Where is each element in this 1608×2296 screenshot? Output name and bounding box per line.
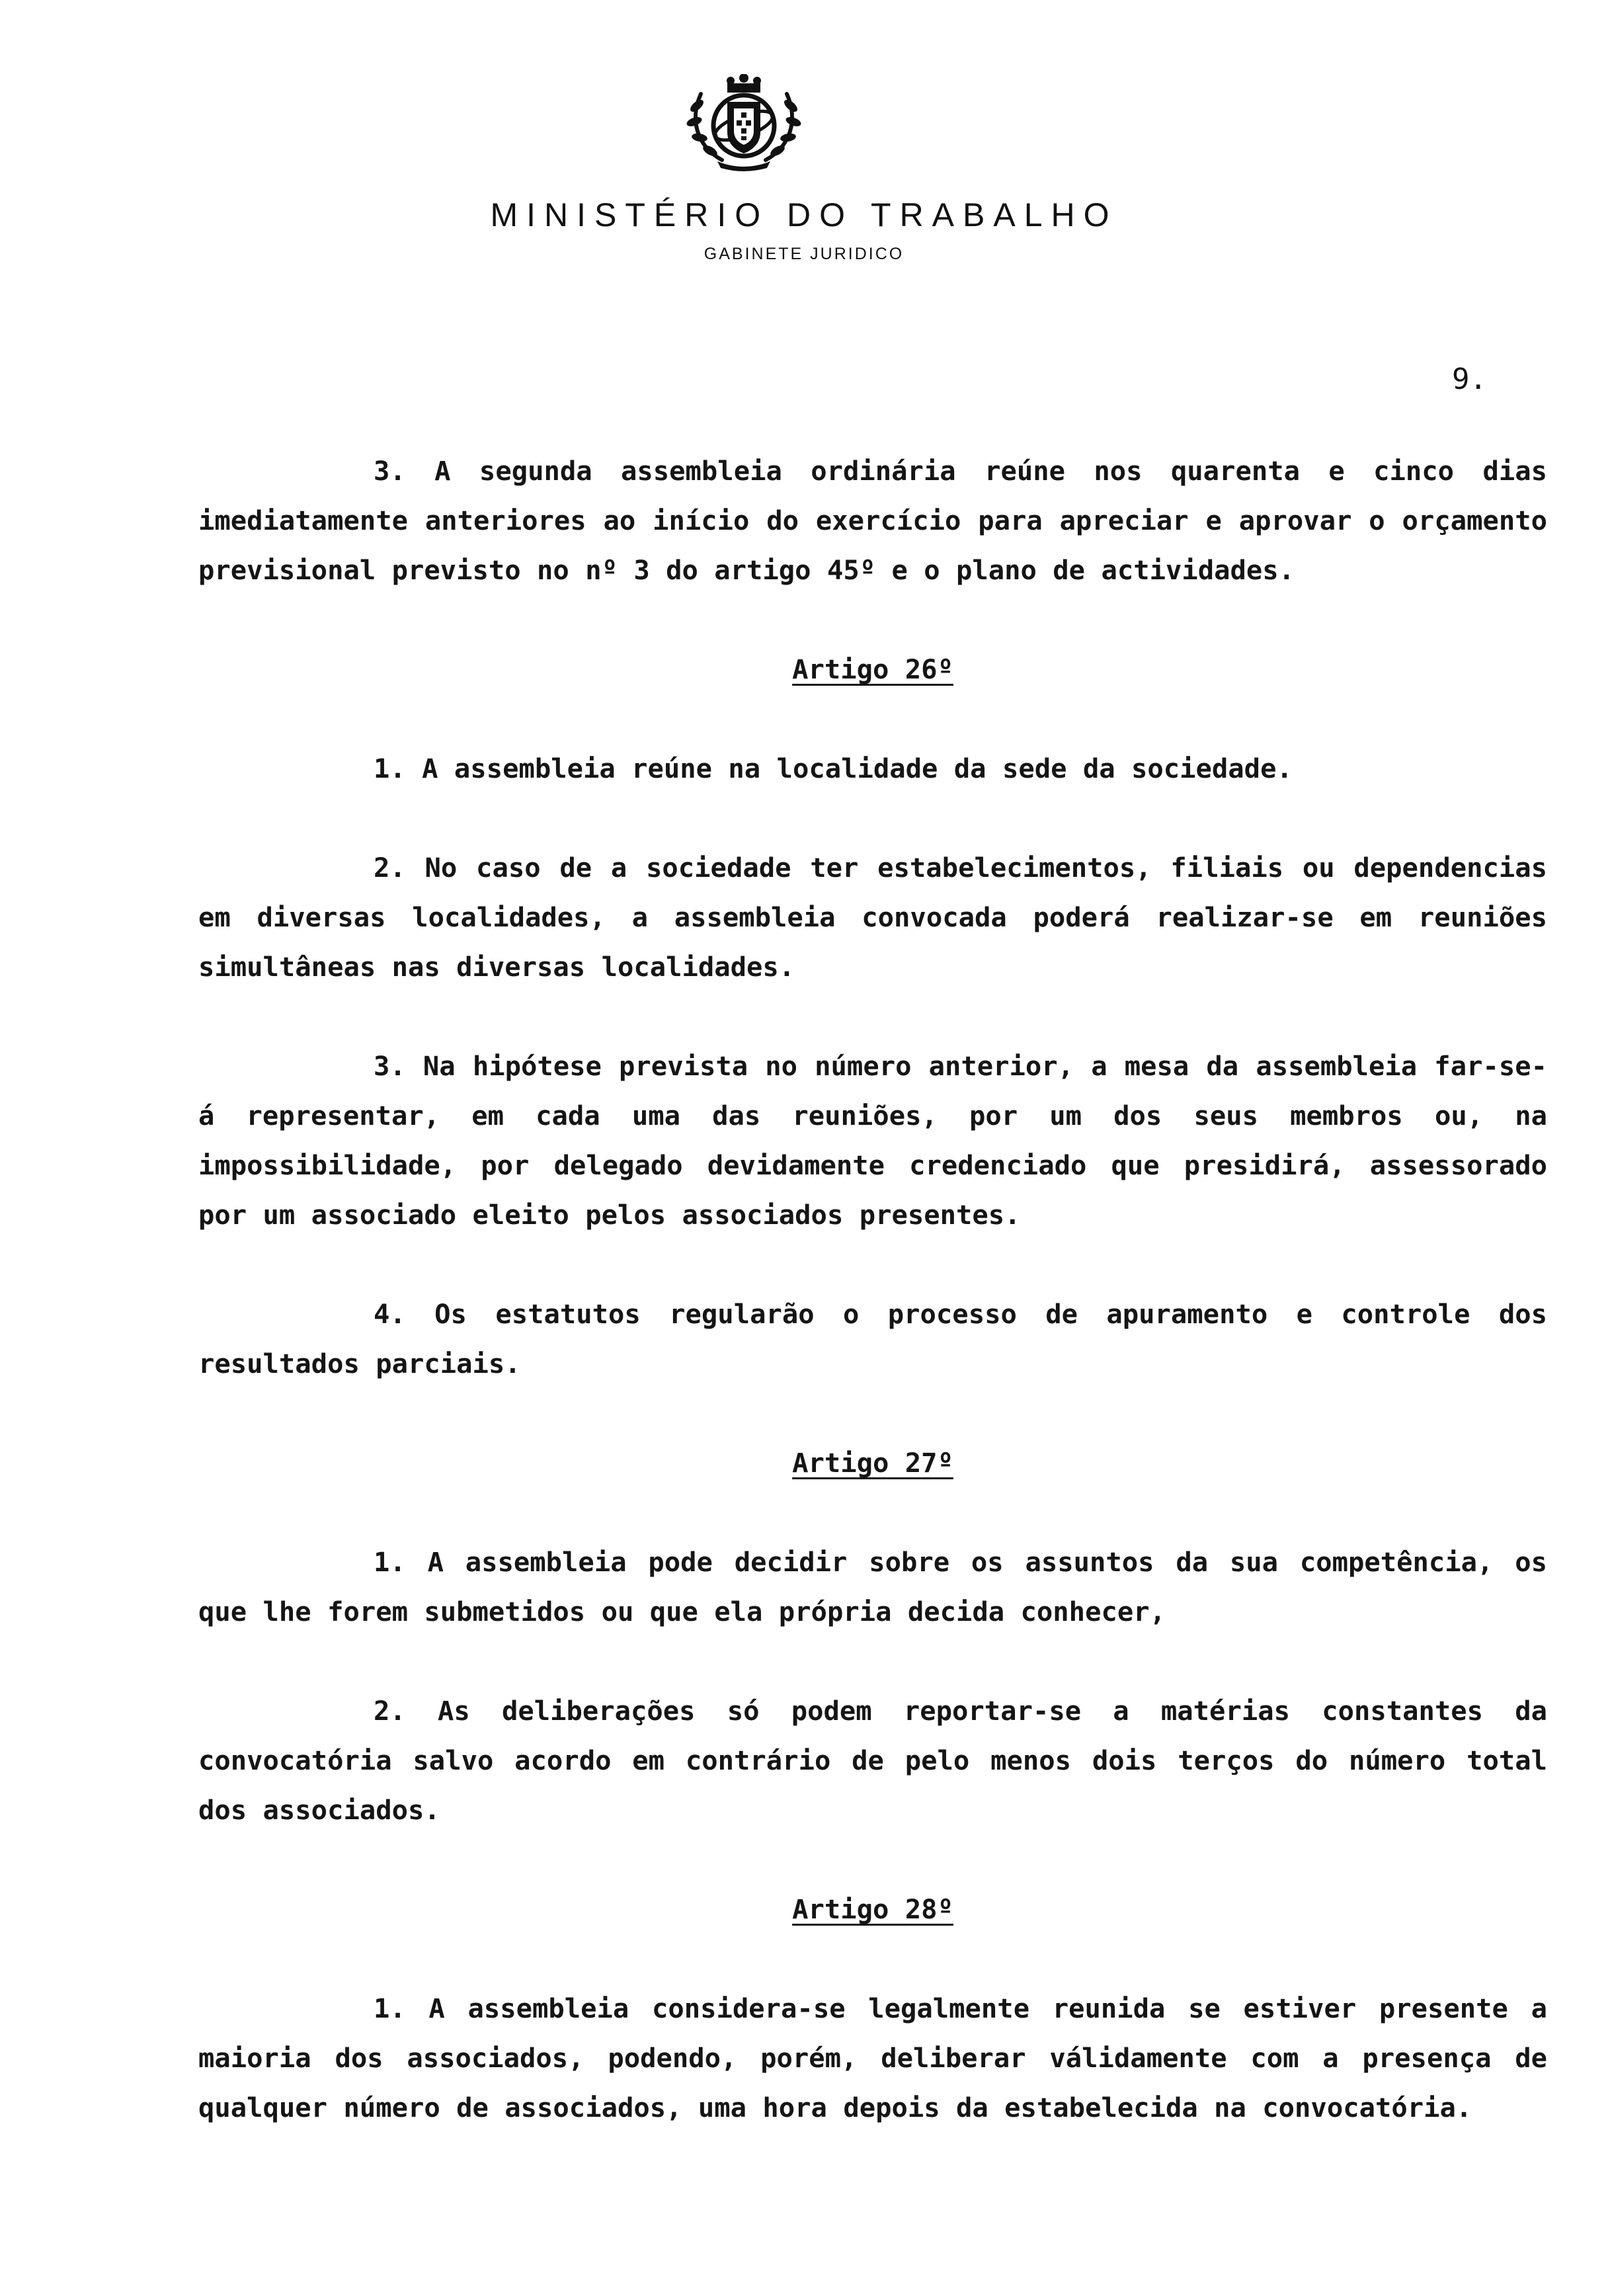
paragraph: 1. A assembleia pode decidir sobre os assuntos da sua competência, os que lhe forem submetidos ou que ela própria decida conhecer, [198,1546,1547,1627]
paragraph: 2. As deliberações só podem reportar-se a matérias constantes da convocatória salvo acordo em contrário de pelo menos dois terços do número total dos associados. [198,1695,1547,1826]
paragraph: 1. A assembleia considera-se legalmente reunida se estiver presente a maioria dos associados, podendo, porém, deliberar válidamente com a presença de qualquer número de associados, uma hora depois da estabelecida na convocatória. [198,1992,1547,2123]
article-heading: Artigo 26º [792,653,953,685]
paragraph: 3. A segunda assembleia ordinária reúne nos quarenta e cinco dias imediatamente anteriores ao início do exercício para apreciar e aprovar o orçamento previsional previsto no nº 3 do artigo 45º e o plano de actividades. [198,455,1547,586]
document-body [198,446,1547,2133]
paragraph: 1. A assembleia reúne na localidade da sede da sociedade. [374,753,1293,784]
article-heading: Artigo 27º [792,1447,953,1479]
page-number: 9. [1452,362,1487,396]
paragraph: 2. No caso de a sociedade ter estabelecimentos, filiais ou dependencias em diversas localidades, a assembleia convocada poderá realizar-se em reuniões simultâneas nas diversas localidades. [198,852,1547,983]
office-subtitle: GABINETE JURIDICO [704,245,904,263]
article-heading: Artigo 28º [792,1893,953,1925]
ministry-title: MINISTÉRIO DO TRABALHO [490,196,1118,233]
coat-of-arms-icon [681,74,807,173]
paragraph: 3. Na hipótese prevista no número anterior, a mesa da assembleia far-se-á representar, em cada uma das reuniões, por um dos seus membros ou, na impossibilidade, por delegado devidamente credenciado que presidirá, assessorado por um associado eleito pelos associados presentes. [198,1050,1547,1231]
paragraph: 4. Os estatutos regularão o processo de apuramento e controle dos resultados parciais. [198,1298,1547,1379]
